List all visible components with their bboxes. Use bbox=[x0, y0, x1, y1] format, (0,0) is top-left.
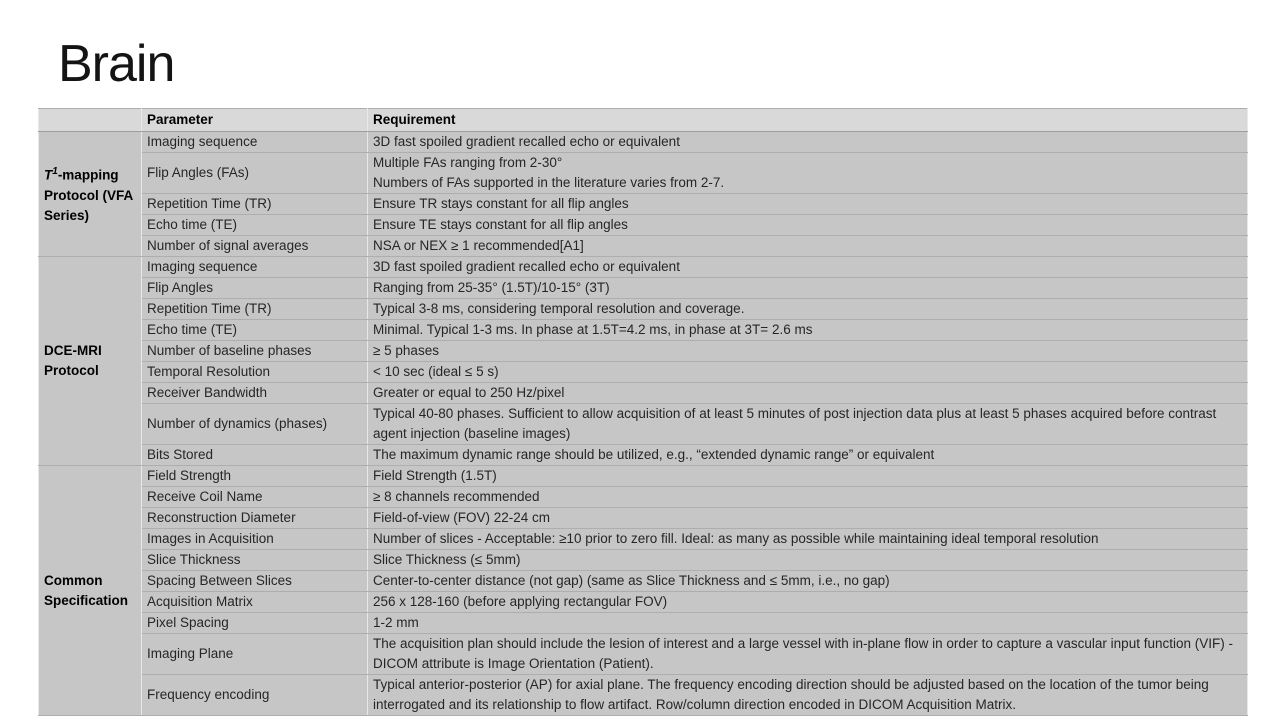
requirement-cell bbox=[368, 257, 1248, 278]
table-row bbox=[39, 257, 1248, 278]
requirement-cell bbox=[368, 215, 1248, 236]
spec-table bbox=[38, 108, 1248, 716]
table-row bbox=[39, 362, 1248, 383]
table-row bbox=[39, 487, 1248, 508]
header-cell-parameter: Parameter bbox=[142, 109, 368, 132]
category-rest-part: -mapping Protocol (VFA Series) bbox=[44, 167, 133, 223]
requirement-cell bbox=[368, 550, 1248, 571]
parameter-cell: Acquisition Matrix bbox=[142, 592, 368, 613]
table-row bbox=[39, 592, 1248, 613]
requirement-line: Slice Thickness (≤ 5mm) bbox=[373, 552, 521, 567]
table-row bbox=[39, 508, 1248, 529]
requirement-cell bbox=[368, 508, 1248, 529]
table-row bbox=[39, 132, 1248, 153]
parameter-cell: Pixel Spacing bbox=[142, 613, 368, 634]
table-row bbox=[39, 320, 1248, 341]
parameter-cell: Imaging sequence bbox=[142, 257, 368, 278]
parameter-cell: Reconstruction Diameter bbox=[142, 508, 368, 529]
requirement-cell bbox=[368, 445, 1248, 466]
requirement-cell bbox=[368, 132, 1248, 153]
requirement-cell bbox=[368, 153, 1248, 194]
requirement-line: 3D fast spoiled gradient recalled echo or equivalent bbox=[373, 134, 680, 149]
table-row bbox=[39, 194, 1248, 215]
parameter-cell: Slice Thickness bbox=[142, 550, 368, 571]
requirement-line: Typical anterior-posterior (AP) for axial plane. The frequency encoding direction should be adjusted based on the location of the tumor being interrogated and its relationship to flow artifact. Row/column direction encoded in DICOM Acquisition Matrix. bbox=[373, 677, 1209, 712]
requirement-line: 3D fast spoiled gradient recalled echo or equivalent bbox=[373, 259, 680, 274]
table-row bbox=[39, 383, 1248, 404]
requirement-line: Field Strength (1.5T) bbox=[373, 468, 497, 483]
parameter-cell: Flip Angles (FAs) bbox=[142, 153, 368, 194]
requirement-line: Ensure TR stays constant for all flip angles bbox=[373, 196, 629, 211]
requirement-line: Center-to-center distance (not gap) (same as Slice Thickness and ≤ 5mm, i.e., no gap) bbox=[373, 573, 890, 588]
requirement-line: Minimal. Typical 1-3 ms. In phase at 1.5T=4.2 ms, in phase at 3T= 2.6 ms bbox=[373, 322, 813, 337]
table-row bbox=[39, 571, 1248, 592]
table-row bbox=[39, 466, 1248, 487]
table-row bbox=[39, 236, 1248, 257]
requirement-cell bbox=[368, 362, 1248, 383]
requirement-cell bbox=[368, 194, 1248, 215]
parameter-cell: Temporal Resolution bbox=[142, 362, 368, 383]
requirement-cell bbox=[368, 341, 1248, 362]
parameter-cell: Number of signal averages bbox=[142, 236, 368, 257]
table-header-row bbox=[39, 109, 1248, 132]
requirement-cell bbox=[368, 404, 1248, 445]
table-row bbox=[39, 215, 1248, 236]
category-cell: DCE-MRI Protocol bbox=[39, 257, 142, 466]
parameter-cell: Repetition Time (TR) bbox=[142, 194, 368, 215]
table-row bbox=[39, 675, 1248, 716]
parameter-cell: Frequency encoding bbox=[142, 675, 368, 716]
requirement-line: Typical 40-80 phases. Sufficient to allow acquisition of at least 5 minutes of post injection data plus at least 5 phases acquired before contrast agent injection (baseline images) bbox=[373, 406, 1217, 441]
parameter-cell: Receiver Bandwidth bbox=[142, 383, 368, 404]
requirement-line: The acquisition plan should include the lesion of interest and a large vessel with in-plane flow in order to capture a vascular input function (VIF) - DICOM attribute is Image Orientation (Patient). bbox=[373, 636, 1233, 671]
parameter-cell: Images in Acquisition bbox=[142, 529, 368, 550]
requirement-cell bbox=[368, 592, 1248, 613]
requirement-cell bbox=[368, 529, 1248, 550]
requirement-line: < 10 sec (ideal ≤ 5 s) bbox=[373, 364, 499, 379]
requirement-cell bbox=[368, 278, 1248, 299]
requirement-line: Ensure TE stays constant for all flip angles bbox=[373, 217, 628, 232]
requirement-cell bbox=[368, 236, 1248, 257]
requirement-cell bbox=[368, 299, 1248, 320]
requirement-line: NSA or NEX ≥ 1 recommended[A1] bbox=[373, 238, 584, 253]
table-row bbox=[39, 278, 1248, 299]
requirement-line: ≥ 8 channels recommended bbox=[373, 489, 540, 504]
requirement-line: Ranging from 25-35° (1.5T)/10-15° (3T) bbox=[373, 280, 610, 295]
table-row bbox=[39, 634, 1248, 675]
requirement-line: Greater or equal to 250 Hz/pixel bbox=[373, 385, 565, 400]
table-row bbox=[39, 613, 1248, 634]
parameter-cell: Bits Stored bbox=[142, 445, 368, 466]
parameter-cell: Echo time (TE) bbox=[142, 215, 368, 236]
table-row bbox=[39, 404, 1248, 445]
requirement-cell bbox=[368, 571, 1248, 592]
requirement-cell bbox=[368, 320, 1248, 341]
category-italic-part: T bbox=[44, 167, 53, 183]
parameter-cell: Number of baseline phases bbox=[142, 341, 368, 362]
requirement-line: ≥ 5 phases bbox=[373, 343, 439, 358]
requirement-line: 256 x 128-160 (before applying rectangular FOV) bbox=[373, 594, 668, 609]
table-row bbox=[39, 299, 1248, 320]
header-cell-category bbox=[39, 109, 142, 132]
table-row bbox=[39, 550, 1248, 571]
requirement-line: Multiple FAs ranging from 2-30° bbox=[373, 155, 563, 170]
table-row bbox=[39, 445, 1248, 466]
requirement-cell bbox=[368, 613, 1248, 634]
category-superscript-part: 1 bbox=[52, 166, 58, 178]
requirement-line: The maximum dynamic range should be utilized, e.g., “extended dynamic range” or equivalent bbox=[373, 447, 935, 462]
parameter-cell: Imaging Plane bbox=[142, 634, 368, 675]
requirement-cell bbox=[368, 487, 1248, 508]
parameter-cell: Repetition Time (TR) bbox=[142, 299, 368, 320]
requirement-line: Field-of-view (FOV) 22-24 cm bbox=[373, 510, 551, 525]
category-cell bbox=[39, 132, 142, 257]
page-title: Brain bbox=[58, 35, 175, 93]
parameter-cell: Number of dynamics (phases) bbox=[142, 404, 368, 445]
parameter-cell: Field Strength bbox=[142, 466, 368, 487]
requirement-line: Typical 3-8 ms, considering temporal resolution and coverage. bbox=[373, 301, 745, 316]
category-cell: Common Specification bbox=[39, 466, 142, 716]
header-cell-requirement: Requirement bbox=[368, 109, 1248, 132]
requirement-cell bbox=[368, 383, 1248, 404]
requirement-line: Number of slices - Acceptable: ≥10 prior to zero fill. Ideal: as many as possible while maintaining ideal temporal resolution bbox=[373, 531, 1099, 546]
table-row bbox=[39, 153, 1248, 194]
parameter-cell: Echo time (TE) bbox=[142, 320, 368, 341]
table-row bbox=[39, 341, 1248, 362]
table-row bbox=[39, 529, 1248, 550]
requirement-line: 1-2 mm bbox=[373, 615, 419, 630]
requirement-line: Numbers of FAs supported in the literature varies from 2-7. bbox=[373, 175, 725, 190]
protocol-spec-table bbox=[38, 108, 1247, 716]
requirement-cell bbox=[368, 466, 1248, 487]
requirement-cell bbox=[368, 675, 1248, 716]
requirement-cell bbox=[368, 634, 1248, 675]
parameter-cell: Receive Coil Name bbox=[142, 487, 368, 508]
parameter-cell: Flip Angles bbox=[142, 278, 368, 299]
parameter-cell: Spacing Between Slices bbox=[142, 571, 368, 592]
parameter-cell: Imaging sequence bbox=[142, 132, 368, 153]
